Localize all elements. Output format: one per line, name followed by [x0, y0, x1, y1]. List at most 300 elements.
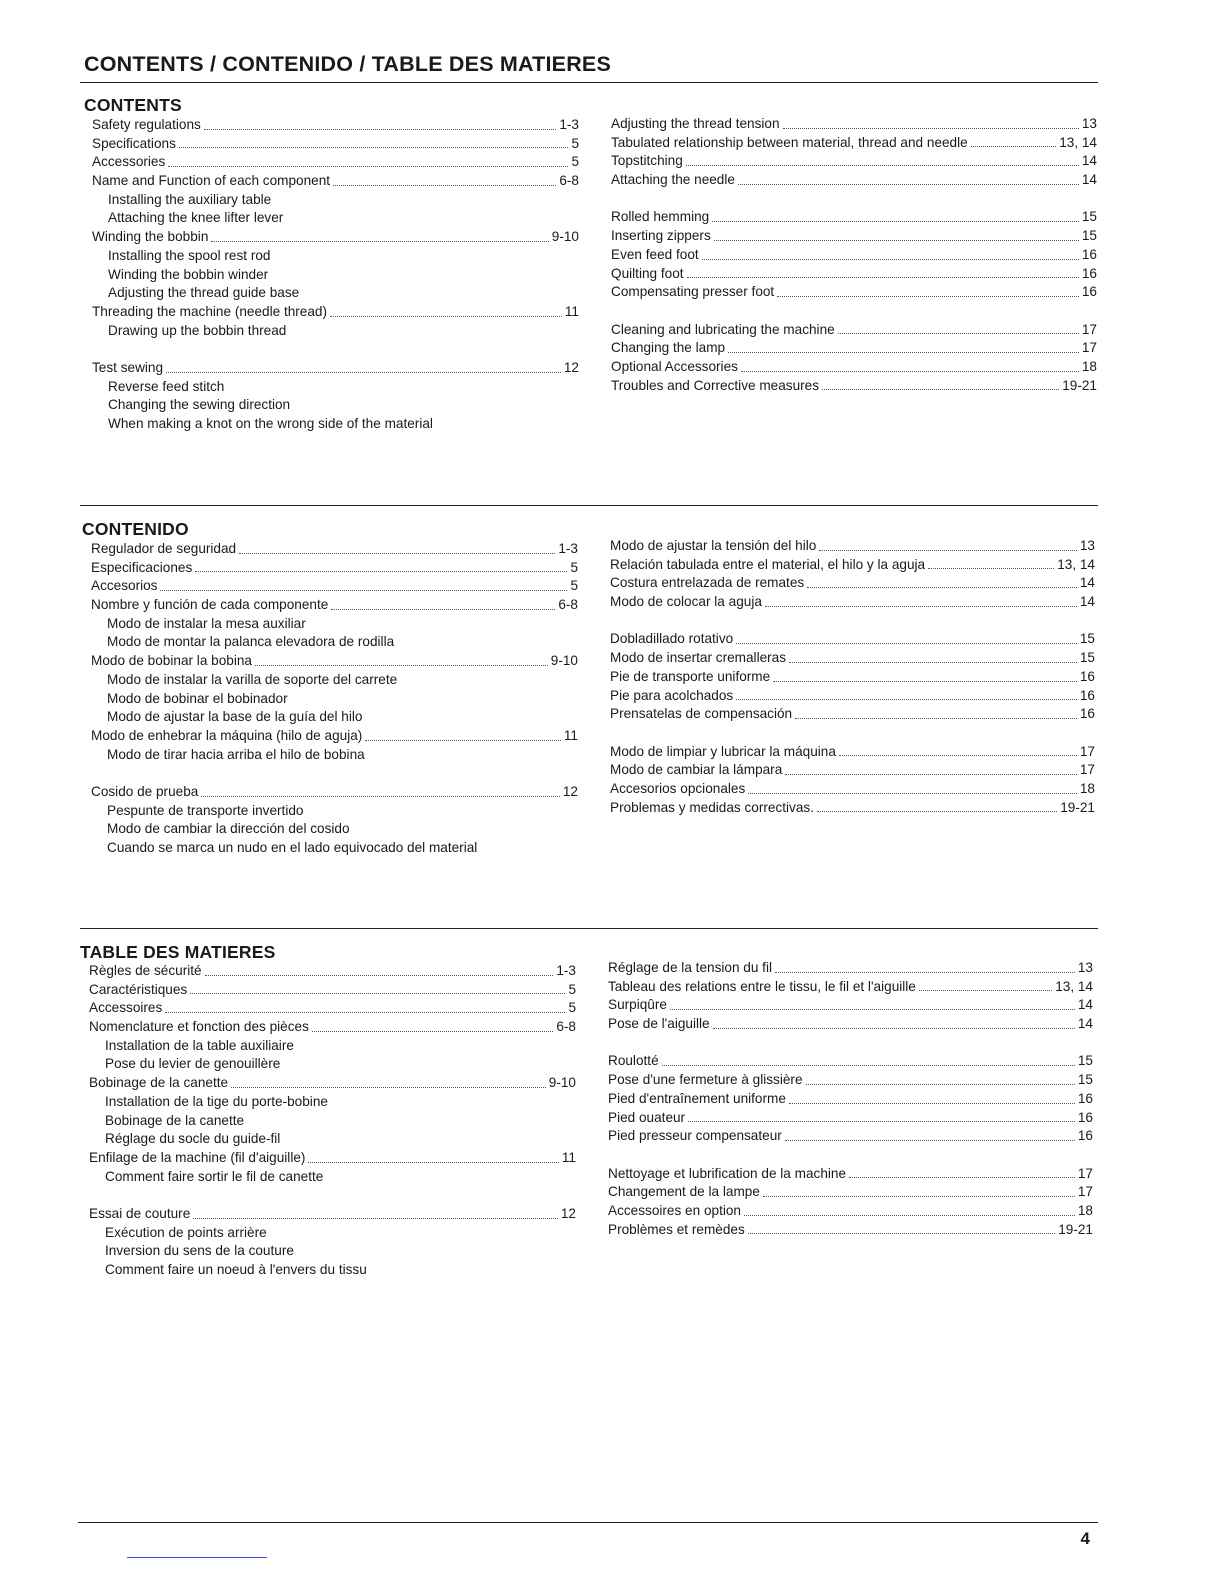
toc-entry-label: Changement de la lampe [608, 1184, 760, 1200]
toc-entry-page: 16 [1077, 1109, 1093, 1125]
toc-entry[interactable] [610, 537, 1095, 556]
toc-entry-label: Optional Accessories [611, 358, 738, 374]
toc-entry-label: Adjusting the thread tension [611, 116, 780, 131]
dot-leader [330, 315, 562, 317]
toc-entry[interactable] [92, 228, 579, 247]
dot-leader [168, 165, 568, 167]
toc-entry-page: 12 [563, 359, 579, 375]
toc-entry-label: Attaching the knee lifter lever [108, 210, 284, 226]
dot-leader [333, 184, 556, 186]
toc-subentry[interactable] [92, 266, 579, 285]
toc-entry[interactable] [608, 1183, 1093, 1202]
toc-entry-label: Accessoires en option [608, 1202, 741, 1218]
toc-entry-label: Essai de couture [89, 1205, 191, 1221]
toc-subentry[interactable] [92, 378, 579, 397]
toc-entry[interactable] [611, 134, 1097, 153]
dot-leader [744, 1214, 1075, 1216]
toc-entry[interactable] [610, 630, 1095, 649]
toc-entry-page: 18 [1079, 780, 1095, 796]
toc-subentry[interactable] [89, 1224, 576, 1243]
toc-entry-label: Pie para acolchados [610, 687, 734, 703]
toc-entry[interactable] [608, 1071, 1093, 1090]
toc-entry[interactable] [610, 649, 1095, 668]
toc-entry[interactable] [91, 540, 578, 559]
toc-spacer [610, 612, 1095, 631]
toc-entry-page: 12 [560, 1205, 576, 1221]
toc-entry[interactable] [608, 959, 1093, 978]
dot-leader [736, 642, 1077, 644]
toc-entry[interactable] [608, 1090, 1093, 1109]
toc-entry[interactable] [89, 962, 576, 981]
page-title: CONTENTS / CONTENIDO / TABLE DES MATIERES [84, 52, 612, 76]
toc-entry-page: 16 [1079, 706, 1095, 722]
toc-entry[interactable] [610, 574, 1095, 593]
toc-entry-page: 13 [1077, 960, 1093, 975]
toc-entry-page: 18 [1081, 358, 1097, 374]
toc-entry[interactable] [89, 1149, 576, 1168]
toc-entry-label: Modo de ajustar la tensión del hilo [610, 538, 817, 553]
toc-subentry[interactable] [89, 1130, 576, 1149]
dot-leader [773, 680, 1077, 682]
dot-leader [785, 1139, 1075, 1141]
toc-subentry[interactable] [89, 1242, 576, 1261]
toc-entry-label: Reverse feed stitch [108, 378, 225, 394]
toc-entry-page: 15 [1079, 631, 1095, 647]
toc-entry-page: 14 [1081, 153, 1097, 169]
toc-subentry[interactable] [91, 746, 578, 765]
toc-entry-page: 16 [1081, 265, 1097, 281]
dot-leader [662, 1064, 1075, 1066]
toc-entry-label: Roulotté [608, 1053, 659, 1069]
toc-entry[interactable] [610, 799, 1095, 818]
toc-subentry[interactable] [91, 615, 578, 634]
toc-entry-page: 1-3 [558, 541, 578, 556]
toc-entry-label: Accessoires [89, 1000, 163, 1016]
toc-entry-page: 19-21 [1062, 377, 1097, 393]
toc-entry-label: Surpiqûre [608, 997, 667, 1013]
toc-entry-page: 1-3 [556, 963, 576, 978]
toc-entry[interactable] [608, 1165, 1093, 1184]
dot-leader [839, 754, 1077, 756]
toc-entry[interactable] [92, 172, 579, 191]
toc-entry[interactable] [91, 577, 578, 596]
toc-entry-page: 9-10 [550, 653, 578, 669]
toc-entry[interactable] [89, 1018, 576, 1037]
toc-entry-label: Cuando se marca un nudo en el lado equivocado del material [107, 840, 478, 855]
toc-entry-label: Prensatelas de compensación [610, 706, 793, 722]
toc-entry-label: Installation de la table auxiliaire [105, 1037, 294, 1053]
toc-entry[interactable] [611, 115, 1097, 134]
toc-subentry[interactable] [89, 1112, 576, 1131]
toc-entry[interactable] [89, 1205, 576, 1224]
dot-leader [789, 661, 1077, 663]
toc-entry-label: Caractéristiques [89, 981, 188, 997]
toc-entry[interactable] [92, 359, 579, 378]
toc-entry[interactable] [89, 1074, 576, 1093]
toc-entry[interactable] [92, 153, 579, 172]
toc-entry-label: Nettoyage et lubrification de la machine [608, 1165, 847, 1181]
toc-subentry[interactable] [92, 284, 579, 303]
toc-entry-label: Nombre y función de cada componente [91, 597, 329, 613]
toc-entry-page: 13, 14 [1057, 556, 1095, 572]
toc-entry-label: Rolled hemming [611, 209, 710, 225]
toc-entry-page: 16 [1079, 687, 1095, 703]
dot-leader [971, 145, 1057, 147]
toc-entry-label: Pie de transporte uniforme [610, 668, 771, 684]
dot-leader [165, 1011, 565, 1013]
dot-leader [166, 371, 561, 373]
toc-entry-label: Winding the bobbin [92, 229, 209, 245]
toc-subentry[interactable] [91, 671, 578, 690]
toc-entry-label: Accesorios opcionales [610, 780, 746, 796]
toc-entry-label: Threading the machine (needle thread) [92, 303, 328, 319]
toc-subentry[interactable] [91, 690, 578, 709]
toc-entry[interactable] [92, 303, 579, 322]
toc-entry[interactable] [608, 996, 1093, 1015]
dot-leader [919, 989, 1052, 991]
toc-entry-label: Modo de bobinar el bobinador [107, 690, 288, 706]
toc-entry-label: Modo de cambiar la lámpara [610, 762, 783, 778]
toc-entry[interactable] [611, 339, 1097, 358]
toc-entry-label: Installation de la tige du porte-bobine [105, 1093, 328, 1109]
toc-entry-label: Pied ouateur [608, 1109, 686, 1125]
toc-entry[interactable] [91, 559, 578, 578]
toc-entry[interactable] [89, 981, 576, 1000]
toc-entry-label: Modo de instalar la varilla de soporte del carrete [107, 671, 398, 687]
toc-entry[interactable] [608, 978, 1093, 997]
toc-entry[interactable] [91, 652, 578, 671]
toc-entry[interactable] [610, 705, 1095, 724]
toc-entry-label: Nomenclature et fonction des pièces [89, 1019, 309, 1035]
dot-leader [308, 1161, 558, 1163]
toc-entry[interactable] [608, 1015, 1093, 1034]
toc-entry-label: Exécution de points arrière [105, 1224, 267, 1240]
page-number: 4 [1080, 1529, 1090, 1548]
toc-entry-label: When making a knot on the wrong side of the material [108, 416, 433, 431]
section-heading: CONTENIDO [82, 519, 189, 539]
toc-entry-page: 6-8 [556, 1019, 576, 1035]
dot-leader [817, 810, 1057, 812]
toc-subentry[interactable] [89, 1261, 576, 1280]
toc-entry-label: Problèmes et remèdes [608, 1221, 745, 1237]
toc-entry-label: Installing the spool rest rod [108, 247, 271, 263]
title-rule [80, 82, 1098, 83]
dot-leader [819, 549, 1077, 551]
dot-leader [712, 220, 1079, 222]
toc-subentry[interactable] [92, 191, 579, 210]
toc-entry[interactable] [608, 1221, 1093, 1240]
toc-entry-label: Winding the bobbin winder [108, 266, 269, 282]
toc-entry-page: 5 [571, 135, 579, 151]
section-rule [80, 928, 1098, 929]
dot-leader [838, 332, 1079, 334]
dot-leader [312, 1030, 553, 1032]
toc-entry-page: 5 [568, 981, 576, 997]
toc-entry-page: 5 [568, 1000, 576, 1016]
toc-entry-page: 5 [570, 578, 578, 594]
toc-entry-label: Modo de bobinar la bobina [91, 653, 252, 669]
toc-column-left [92, 116, 579, 434]
toc-entry-page: 16 [1077, 1128, 1093, 1144]
dot-leader [255, 664, 548, 666]
toc-entry-page: 14 [1077, 1016, 1093, 1032]
toc-entry-label: Modo de colocar la aguja [610, 594, 762, 610]
dot-leader [331, 608, 555, 610]
toc-entry[interactable] [611, 152, 1097, 171]
toc-entry[interactable] [92, 135, 579, 154]
toc-entry-page: 14 [1081, 172, 1097, 188]
toc-entry-label: Changing the sewing direction [108, 397, 291, 413]
toc-entry[interactable] [611, 265, 1097, 284]
dot-leader [713, 1027, 1075, 1029]
toc-entry-page: 13 [1079, 538, 1095, 553]
toc-entry[interactable] [91, 727, 578, 746]
dot-leader [783, 127, 1079, 129]
toc-subentry[interactable] [92, 322, 579, 341]
dot-leader [179, 146, 569, 148]
dot-leader [239, 552, 555, 554]
toc-entry-page: 18 [1077, 1202, 1093, 1218]
dot-leader [789, 1102, 1075, 1104]
toc-entry-label: Drawing up the bobbin thread [108, 322, 287, 338]
toc-entry-page: 13, 14 [1055, 978, 1093, 994]
toc-entry-page: 9-10 [551, 229, 579, 245]
toc-subentry[interactable] [91, 839, 578, 858]
toc-entry-page: 17 [1079, 762, 1095, 778]
toc-entry-label: Especificaciones [91, 559, 193, 575]
dot-leader [688, 1120, 1075, 1122]
dot-leader [777, 295, 1079, 297]
dot-leader [193, 1217, 558, 1219]
footer-rule [78, 1522, 1098, 1523]
toc-entry-label: Modo de ajustar la base de la guía del hilo [107, 709, 363, 725]
dot-leader [686, 164, 1079, 166]
section-heading: TABLE DES MATIERES [80, 942, 276, 962]
toc-entry-page: 14 [1077, 997, 1093, 1013]
toc-entry-label: Safety regulations [92, 117, 201, 132]
toc-subentry[interactable] [89, 1093, 576, 1112]
toc-entry-label: Enfilage de la machine (fil d'aiguille) [89, 1149, 306, 1165]
toc-column-left [89, 962, 576, 1280]
toc-entry-page: 11 [563, 727, 578, 743]
toc-entry-page: 11 [561, 1149, 576, 1165]
dot-leader [204, 128, 557, 130]
toc-entry-label: Pose d'une fermeture à glissière [608, 1072, 803, 1088]
toc-entry[interactable] [608, 1052, 1093, 1071]
toc-entry[interactable] [610, 780, 1095, 799]
toc-entry-page: 11 [564, 303, 579, 319]
toc-entry[interactable] [611, 377, 1097, 396]
toc-entry-label: Tableau des relations entre le tissu, le fil et l'aiguille [608, 978, 916, 994]
toc-entry[interactable] [610, 687, 1095, 706]
toc-entry-page: 17 [1077, 1165, 1093, 1181]
toc-spacer [92, 340, 579, 359]
dot-leader [849, 1176, 1075, 1178]
toc-subentry[interactable] [92, 247, 579, 266]
dot-leader [702, 258, 1079, 260]
dot-leader [190, 992, 565, 994]
dot-leader [763, 1195, 1075, 1197]
dot-leader [231, 1086, 546, 1088]
dot-leader [728, 351, 1079, 353]
toc-entry[interactable] [611, 283, 1097, 302]
toc-entry-page: 19-21 [1060, 799, 1095, 815]
toc-entry-page: 15 [1081, 228, 1097, 244]
toc-entry-page: 13, 14 [1059, 134, 1097, 150]
toc-entry-page: 14 [1079, 594, 1095, 610]
toc-entry-page: 16 [1081, 284, 1097, 300]
dot-leader [748, 1232, 1055, 1234]
toc-entry-page: 19-21 [1058, 1221, 1093, 1237]
toc-entry[interactable] [608, 1127, 1093, 1146]
toc-entry[interactable] [91, 783, 578, 802]
dot-leader [928, 567, 1054, 569]
toc-entry-label: Comment faire sortir le fil de canette [105, 1168, 324, 1184]
toc-entry-label: Changing the lamp [611, 340, 726, 356]
toc-subentry[interactable] [91, 708, 578, 727]
toc-entry-label: Modo de insertar cremalleras [610, 650, 787, 666]
toc-subentry[interactable] [91, 633, 578, 652]
dot-leader [741, 370, 1079, 372]
toc-entry-label: Pose de l'aiguille [608, 1016, 710, 1032]
toc-entry[interactable] [610, 761, 1095, 780]
toc-entry[interactable] [611, 171, 1097, 190]
toc-entry-label: Cleaning and lubricating the machine [611, 321, 835, 337]
toc-entry-label: Adjusting the thread guide base [108, 285, 300, 301]
dot-leader [201, 795, 560, 797]
toc-spacer [608, 1146, 1093, 1165]
toc-entry-label: Even feed foot [611, 246, 699, 262]
dot-leader [795, 717, 1077, 719]
toc-entry-label: Pose du levier de genouillère [105, 1056, 281, 1072]
toc-subentry[interactable] [92, 396, 579, 415]
toc-column-right [610, 537, 1095, 817]
toc-column-right [608, 959, 1093, 1239]
section-rule [80, 505, 1098, 506]
toc-entry-label: Règles de sécurité [89, 963, 202, 978]
toc-entry-label: Réglage du socle du guide-fil [105, 1131, 281, 1147]
toc-entry[interactable] [610, 593, 1095, 612]
toc-entry[interactable] [611, 227, 1097, 246]
toc-entry-label: Bobinage de la canette [89, 1075, 229, 1091]
toc-entry-page: 6-8 [558, 597, 578, 613]
toc-spacer [611, 302, 1097, 321]
toc-entry-page: 16 [1081, 246, 1097, 262]
dot-leader [211, 240, 548, 242]
toc-entry-label: Inserting zippers [611, 228, 711, 244]
toc-subentry[interactable] [89, 1055, 576, 1074]
dot-leader [822, 388, 1059, 390]
dot-leader [785, 773, 1077, 775]
dot-leader [736, 698, 1077, 700]
toc-subentry[interactable] [91, 802, 578, 821]
dot-leader [205, 974, 554, 976]
toc-subentry[interactable] [91, 820, 578, 839]
toc-entry-label: Attaching the needle [611, 172, 735, 188]
toc-entry-page: 6-8 [559, 173, 579, 189]
toc-spacer [89, 1186, 576, 1205]
toc-entry-page: 9-10 [548, 1075, 576, 1091]
dot-leader [365, 739, 561, 741]
toc-subentry[interactable] [89, 1037, 576, 1056]
toc-entry-label: Topstitching [611, 153, 683, 169]
section-heading: CONTENTS [84, 95, 182, 115]
toc-entry-label: Relación tabulada entre el material, el hilo y la aguja [610, 556, 926, 572]
toc-entry-label: Comment faire un noeud à l'envers du tissu [105, 1262, 367, 1277]
toc-entry-label: Pied d'entraînement uniforme [608, 1090, 786, 1106]
toc-entry-label: Installing the auxiliary table [108, 191, 272, 207]
toc-entry-label: Modo de enhebrar la máquina (hilo de aguja) [91, 727, 363, 743]
toc-entry-label: Problemas y medidas correctivas. [610, 799, 814, 815]
toc-entry[interactable] [91, 596, 578, 615]
dot-leader [775, 971, 1075, 973]
dot-leader [765, 605, 1077, 607]
toc-entry-label: Inversion du sens de la couture [105, 1243, 294, 1259]
dot-leader [714, 239, 1079, 241]
toc-spacer [91, 764, 578, 783]
dot-leader [195, 570, 567, 572]
toc-subentry[interactable] [89, 1168, 576, 1187]
toc-entry[interactable] [608, 1109, 1093, 1128]
toc-entry-label: Cosido de prueba [91, 783, 199, 799]
toc-entry-label: Regulador de seguridad [91, 541, 237, 556]
toc-entry[interactable] [610, 743, 1095, 762]
toc-entry-label: Modo de tirar hacia arriba el hilo de bobina [107, 746, 365, 762]
toc-spacer [608, 1034, 1093, 1053]
toc-entry-label: Quilting foot [611, 265, 684, 281]
toc-entry-label: Name and Function of each component [92, 173, 331, 189]
toc-entry-label: Pespunte de transporte invertido [107, 802, 304, 818]
toc-column-right [611, 115, 1097, 395]
toc-entry-label: Pied presseur compensateur [608, 1128, 782, 1144]
toc-entry-page: 17 [1081, 321, 1097, 337]
toc-entry-page: 15 [1081, 209, 1097, 225]
toc-entry[interactable] [611, 358, 1097, 377]
toc-entry-page: 15 [1077, 1072, 1093, 1088]
toc-entry-label: Réglage de la tension du fil [608, 960, 772, 975]
dot-leader [807, 586, 1077, 588]
toc-entry[interactable] [610, 556, 1095, 575]
toc-entry-page: 14 [1079, 575, 1095, 591]
toc-entry-label: Troubles and Corrective measures [611, 377, 820, 393]
toc-entry-page: 17 [1077, 1184, 1093, 1200]
toc-entry-label: Dobladillado rotativo [610, 631, 734, 647]
toc-entry-label: Accessories [92, 154, 166, 170]
toc-subentry[interactable] [92, 415, 579, 434]
dot-leader [748, 792, 1077, 794]
link-underline [127, 1557, 267, 1558]
toc-entry-page: 13 [1081, 116, 1097, 131]
toc-entry-label: Modo de cambiar la dirección del cosido [107, 821, 350, 837]
dot-leader [806, 1083, 1075, 1085]
toc-subentry[interactable] [92, 209, 579, 228]
toc-entry[interactable] [89, 999, 576, 1018]
toc-entry[interactable] [92, 116, 579, 135]
toc-column-left [91, 540, 578, 858]
toc-entry[interactable] [610, 668, 1095, 687]
toc-entry-page: 5 [570, 559, 578, 575]
toc-entry-page: 5 [571, 154, 579, 170]
dot-leader [687, 276, 1079, 278]
toc-entry[interactable] [611, 208, 1097, 227]
toc-entry-label: Test sewing [92, 359, 164, 375]
toc-spacer [610, 724, 1095, 743]
toc-entry[interactable] [611, 321, 1097, 340]
toc-entry-page: 1-3 [559, 117, 579, 132]
toc-entry[interactable] [608, 1202, 1093, 1221]
toc-entry[interactable] [611, 246, 1097, 265]
toc-entry-label: Tabulated relationship between material, thread and needle [611, 134, 968, 150]
